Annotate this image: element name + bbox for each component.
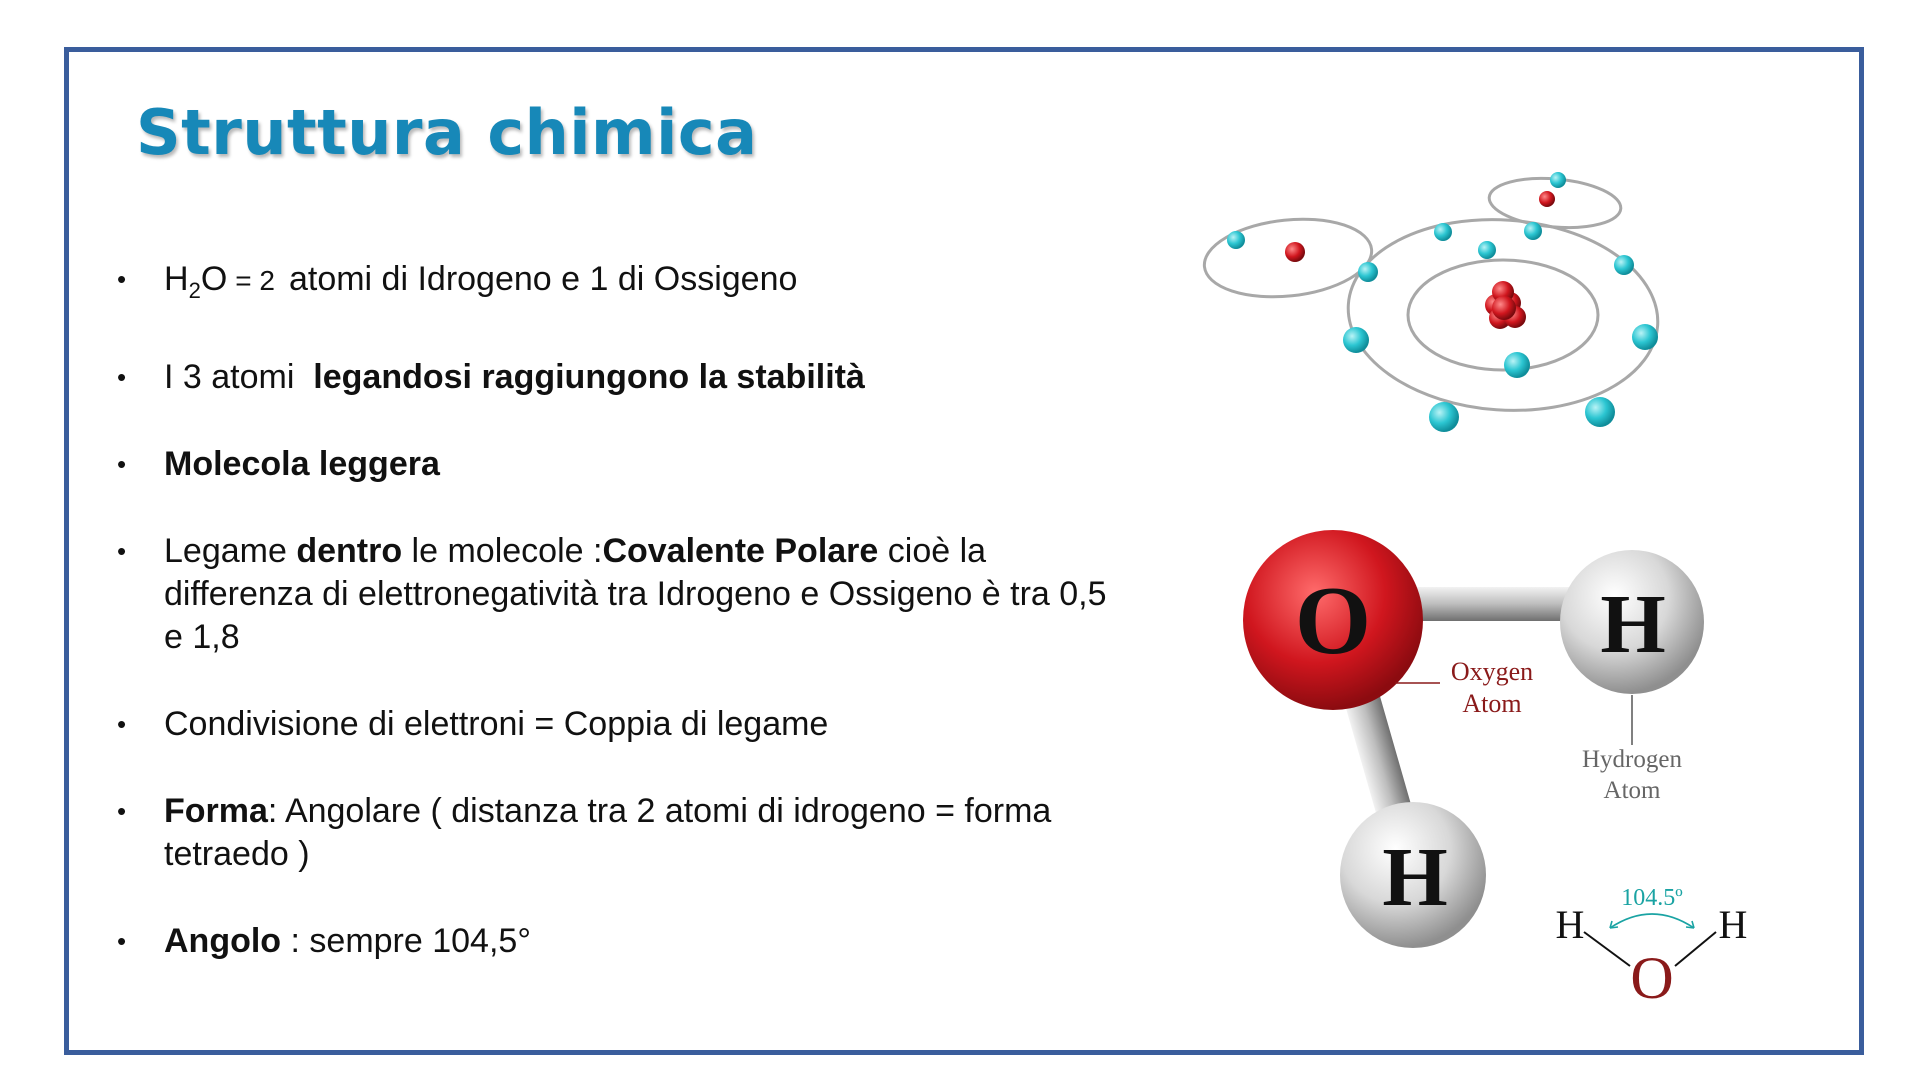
water-formula: $H_2O$ (164, 260, 228, 303)
svg-text:Hydrogen: Hydrogen (1582, 746, 1682, 773)
svg-text:O: O (1630, 945, 1674, 1011)
slide-title: Struttura chimica (136, 96, 758, 169)
bullet-shape: • Forma: Angolare ( distanza tra 2 atomi di idrogeno = forma tetraedo ) (112, 790, 1122, 876)
bullet-bond-type: • Legame dentro le molecole :Covalente Polare cioè la differenza di elettronegatività tra Idrogeno e Ossigeno è tra 0,5 e 1,8 (112, 530, 1122, 659)
bullet-formula: • $H_2O = 2$ atomi di Idrogeno e 1 di Ossigeno (112, 258, 1122, 312)
svg-text:O: O (1294, 567, 1372, 675)
svg-text:Atom: Atom (1603, 777, 1661, 804)
svg-text:H: H (1718, 902, 1748, 947)
bullet-light-molecule: • Molecola leggera (112, 443, 1122, 486)
atom-model-illustration (1200, 165, 1660, 445)
bond-angle-diagram (1540, 880, 1780, 1020)
svg-text:Oxygen: Oxygen (1450, 657, 1534, 686)
svg-text:H: H (1382, 831, 1448, 924)
nucleus-icon (1485, 281, 1526, 329)
bullet-electron-sharing: • Condivisione di elettroni = Coppia di legame (112, 703, 1122, 746)
bullet-list (112, 258, 1122, 963)
svg-text:H: H (1600, 578, 1666, 671)
bullet-stability: • I 3 atomi legandosi raggiungono la stabilità (112, 356, 1122, 399)
angle-arc-icon (1610, 914, 1694, 928)
svg-text:H: H (1555, 902, 1585, 947)
svg-text:104.5º: 104.5º (1621, 885, 1683, 911)
bullet-angle: • Angolo : sempre 104,5° (112, 920, 1122, 963)
svg-text:Atom: Atom (1462, 689, 1522, 718)
